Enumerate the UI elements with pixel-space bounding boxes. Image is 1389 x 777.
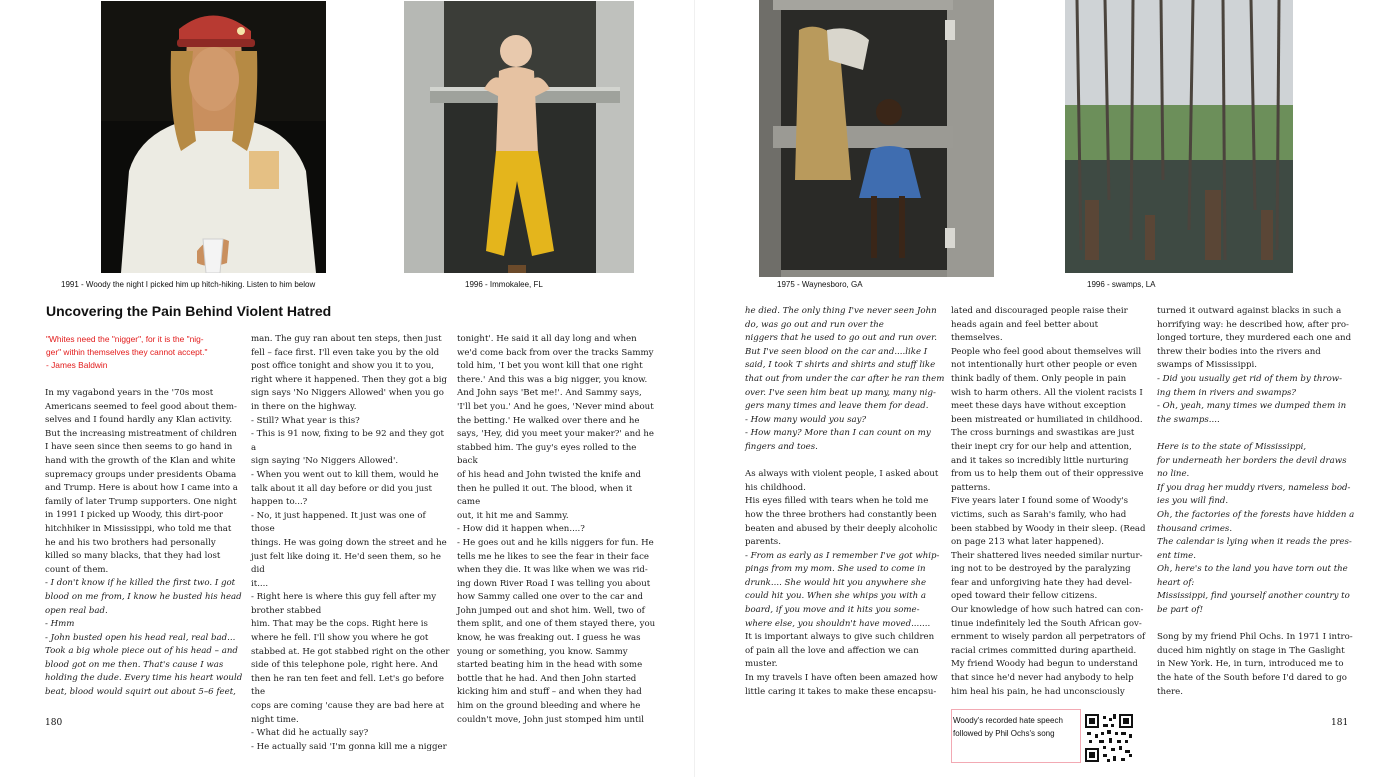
- text-line: says, 'Hey, did you meet your maker?' and he: [457, 429, 654, 440]
- text-line: victims, such as Sarah's family, who had: [951, 509, 1127, 520]
- text-line: Their shattered lives needed similar nurtur-: [951, 550, 1143, 561]
- text-line: sign says 'No Niggers Allowed' when you go: [251, 388, 444, 399]
- text-line: turned it outward against blacks in such a: [1157, 306, 1342, 316]
- text-line: over. I've seen him beat up many, many nig-: [745, 387, 936, 398]
- text-line: - John busted open his head real, real bad...: [45, 632, 236, 643]
- text-line: threw their bodies into the rivers and: [1157, 346, 1321, 357]
- text-line: things. He was going down the street and he: [251, 537, 447, 548]
- text-line: Oh, here's to the land you have torn out the: [1157, 564, 1348, 575]
- text-line: swamps of Mississippi.: [1157, 360, 1257, 371]
- text-line: in 1991 I picked up Woody, this dirt-poor: [45, 510, 223, 521]
- text-line: And John says 'Bet me!'. And Sammy says,: [457, 388, 642, 399]
- text-line: As always with violent people, I asked about: [745, 469, 939, 480]
- text-line: from us to help them out of their oppressive: [951, 469, 1144, 480]
- text-line: heads again and feel better about: [951, 319, 1099, 330]
- text-line: People who feel good about themselves will: [951, 346, 1142, 357]
- text-line: duced him nightly on stage in The Gaslight: [1157, 645, 1345, 656]
- text-line: holding the dude. Every time his heart would: [45, 673, 243, 684]
- text-line: - Hmm: [45, 619, 75, 630]
- text-line: started beating him in the head with some: [457, 660, 643, 671]
- text-line: hitchhiker in Mississippi, who told me that: [45, 523, 232, 534]
- text-line: - No, it just happened. It just was one of those: [251, 510, 426, 535]
- photo-caption-immokalee: 1996 - Immokalee, FL: [465, 280, 543, 289]
- text-line: and Trump. Here is about how I came into a: [45, 483, 238, 494]
- text-line: - From as early as I remember I've got whip-: [745, 550, 940, 561]
- text-line: of pain all the love and affection we can: [745, 645, 919, 656]
- qr-code-icon[interactable]: [1085, 714, 1133, 762]
- text-line: - This is 91 now, fixing to be 92 and they got a: [251, 429, 444, 453]
- page-gutter: [694, 0, 695, 777]
- text-line: in New York. He, in turn, introduced me to: [1157, 659, 1344, 670]
- text-line: bottle that he had. And then John started: [457, 673, 637, 684]
- text-line: - Oh, yeah, many times we dumped them in: [1157, 401, 1347, 412]
- text-line: his childhood.: [745, 482, 806, 493]
- text-line: Our knowledge of how such hatred can con-: [951, 605, 1144, 616]
- text-line: out, it hit me and Sammy.: [457, 510, 569, 521]
- text-line: count of them.: [45, 564, 109, 575]
- epigraph-quote: [46, 333, 236, 372]
- text-line: been mistreated or humiliated in childhood.: [951, 414, 1143, 425]
- text-line: the betting.' He walked over there and he: [457, 415, 640, 426]
- article-column-2: [251, 333, 451, 754]
- text-line: could hit you. When she whips you with a: [745, 591, 927, 602]
- text-line: talk about it all day before or did you just: [251, 483, 433, 494]
- text-line: [745, 455, 945, 469]
- text-line: The cross burnings and swastikas are just: [951, 428, 1135, 439]
- text-line: - What did he actually say?: [251, 728, 369, 739]
- swamp-landscape-illustration: [1065, 0, 1293, 273]
- text-line: be part of!: [1157, 605, 1204, 616]
- text-line: know, he was freaking out. I guess he was: [457, 633, 641, 644]
- text-line: gers many times and leave them for dead.: [745, 401, 929, 412]
- text-line: Americans seemed to feel good about them-: [45, 401, 237, 412]
- text-line: If you drag her muddy rivers, nameless bod-: [1157, 482, 1351, 493]
- text-line: then he pulled it out. The blood, when it came: [457, 483, 633, 508]
- text-line: man. The guy ran about ten steps, then just: [251, 334, 442, 344]
- text-line: meet these days have without exception: [951, 401, 1126, 412]
- text-line: blood on me from, I know he busted his head: [45, 591, 242, 602]
- text-line: there.: [1157, 686, 1183, 697]
- text-line: My friend Woody had begun to understand: [951, 659, 1138, 670]
- text-line: ernment to wisely pardon all perpetrators of: [951, 632, 1146, 643]
- text-line: lated and discouraged people raise their: [951, 306, 1128, 316]
- text-line: 'I'll bet you.' And he goes, 'Never mind about: [457, 401, 654, 412]
- text-line: selves and I found hardly any Klan activity.: [45, 415, 233, 426]
- text-line: pings from my mom. She used to come in: [745, 564, 926, 575]
- text-line: ing down River Road I was telling you about: [457, 578, 651, 589]
- text-line: wish to harm others. All the violent racists I: [951, 387, 1143, 398]
- text-line: of his head and John twisted the knife and: [457, 469, 641, 480]
- text-line: Five years later I found some of Woody's: [951, 496, 1129, 507]
- text-line: niggers that he used to go out and run over.: [745, 333, 938, 344]
- text-line: hand with the growth of the Klan and white: [45, 455, 236, 466]
- photo-woody: [101, 1, 326, 273]
- photo-swamps: [1065, 0, 1293, 273]
- text-line: not intentionally hurt other people or even: [951, 360, 1138, 371]
- text-line: - When you went out to kill them, would he: [251, 469, 439, 480]
- text-line: how the three brothers had constantly been: [745, 509, 937, 520]
- text-line: Oh, the factories of the forests have hidden a: [1157, 509, 1355, 520]
- woody-portrait-illustration: [101, 1, 326, 273]
- text-line: stabbed at. He got stabbed right on the other: [251, 646, 450, 657]
- text-line: in there on the highway.: [251, 401, 357, 412]
- text-line: and it takes so incredibly little nurturing: [951, 455, 1129, 466]
- text-line: But I've seen blood on the car and....like I: [745, 346, 928, 357]
- text-line: side of this telephone pole, right here. And: [251, 660, 438, 671]
- text-line: open real bad.: [45, 605, 108, 616]
- text-line: little caring it takes to make these encapsu-: [745, 686, 937, 697]
- text-line: cops are coming 'cause they are bad here at: [251, 701, 445, 712]
- text-line: stabbed him. The guy's eyes rolled to the back: [457, 442, 637, 467]
- text-line: - He goes out and he kills niggers for fun. He: [457, 537, 654, 548]
- text-line: sign saying 'No Niggers Allowed'.: [251, 456, 399, 467]
- text-line: heart of:: [1157, 577, 1195, 588]
- text-line: happen to...?: [251, 497, 308, 508]
- text-line: young or something, you know. Sammy: [457, 646, 628, 657]
- text-line: their inept cry for our help and attention,: [951, 441, 1132, 452]
- photo-caption-swamps: 1996 - swamps, LA: [1087, 280, 1156, 289]
- article-column-5: [951, 305, 1151, 699]
- text-line: In my travels I have often been amazed how: [745, 673, 938, 684]
- text-line: him. That may be the cops. Right here is: [251, 619, 428, 630]
- page-number-left: 180: [45, 718, 63, 728]
- text-line: I have seen since then seems to go hand in: [45, 442, 233, 453]
- text-line: - How did it happen when....?: [457, 524, 585, 535]
- text-line: longed torture, they murdered each one and: [1157, 333, 1352, 344]
- article-headline: Uncovering the Pain Behind Violent Hatred: [46, 303, 332, 319]
- photo-immokalee: [404, 1, 634, 273]
- text-line: him heal his pain, he had unconsciously: [951, 686, 1125, 697]
- text-line: tells me he likes to see the fear in their face: [457, 551, 650, 562]
- text-line: In my vagabond years in the '70s most: [45, 388, 214, 398]
- qr-note-line: Woody's recorded hate speech: [953, 716, 1063, 725]
- text-line: couldn't move, John just stomped him until: [457, 714, 644, 725]
- text-line: fell – face first. I'll even take you by the old: [251, 347, 440, 358]
- text-line: - Still? What year is this?: [251, 415, 360, 426]
- text-line: patterns.: [951, 482, 991, 493]
- text-line: - Right here is where this guy fell after my: [251, 592, 437, 603]
- text-line: ing not to be destroyed by the paralyzing: [951, 564, 1131, 575]
- text-line: that out from under the car after he ran them: [745, 373, 945, 384]
- text-line: drunk.... She would hit you anywhere she: [745, 577, 927, 588]
- article-column-4: [745, 305, 945, 699]
- text-line: - He actually said 'I'm gonna kill me a nigger: [251, 741, 447, 752]
- text-line: beaten and abused by their deeply alcoholic: [745, 523, 938, 534]
- text-line: said, I took T shirts and shirts and stuff like: [745, 360, 936, 371]
- text-line: post office tonight and show you it to you,: [251, 361, 435, 372]
- text-line: he died. The only thing I've never seen John: [745, 306, 937, 316]
- text-line: beat, blood would squirt out about 5–6 feet,: [45, 687, 236, 698]
- article-column-1: [45, 387, 245, 700]
- text-line: horrifying way: he described how, after pro-: [1157, 319, 1349, 330]
- text-line: where else, you shouldn't have moved.......: [745, 618, 931, 629]
- text-line: then he ran ten feet and fell. Let's go before the: [251, 673, 444, 698]
- text-line: But the increasing mistreatment of children: [45, 428, 237, 439]
- text-line: just felt like doing it. He'd seen them, so he did: [251, 551, 442, 576]
- text-line: racial crimes committed during apartheid.: [951, 645, 1137, 656]
- text-line: ent time.: [1157, 550, 1196, 561]
- text-line: it....: [251, 578, 269, 589]
- text-line: brother stabbed: [251, 605, 322, 616]
- text-line: - I don't know if he killed the first two. I got: [45, 578, 236, 589]
- text-line: Took a big whole piece out of his head – and: [45, 646, 238, 657]
- text-line: supremacy groups under presidents Obama: [45, 469, 237, 480]
- text-line: do, was go out and run over the: [745, 319, 884, 330]
- text-line: The calendar is lying when it reads the pres-: [1157, 537, 1352, 548]
- text-line: themselves.: [951, 333, 1003, 344]
- text-line: - Did you usually get rid of them by throw-: [1157, 373, 1343, 384]
- qr-note-line: followed by Phil Ochs's song: [953, 729, 1055, 738]
- text-line: we'd come back from over the tracks Sammy: [457, 347, 654, 358]
- text-line: thousand crimes.: [1157, 523, 1233, 534]
- text-line: how Sammy called one over to the car and: [457, 592, 644, 603]
- qr-note-text: [953, 714, 1077, 740]
- text-line: [1157, 618, 1357, 632]
- text-line: oped toward their fellow citizens.: [951, 591, 1098, 602]
- photo-caption-waynesboro: 1975 - Waynesboro, GA: [777, 280, 863, 289]
- text-line: parents.: [745, 537, 781, 548]
- epigraph-line: ger" within themselves they cannot accept.": [46, 347, 208, 357]
- text-line: kicking him and stuff – and when they had: [457, 687, 642, 698]
- photo-waynesboro: [759, 0, 994, 277]
- text-line: tonight'. He said it all day long and when: [457, 334, 637, 344]
- girl-in-doorway-illustration: [759, 0, 994, 277]
- epigraph-line: "Whites need the "nigger", for it is the "nig-: [46, 334, 204, 344]
- text-line: muster.: [745, 659, 778, 670]
- epigraph-attribution: - James Baldwin: [46, 360, 108, 370]
- text-line: Mississippi, find yourself another country to: [1157, 591, 1350, 602]
- text-line: board, if you move and it hits you some-: [745, 605, 920, 616]
- text-line: that since he'd never had anybody to help: [951, 673, 1134, 684]
- text-line: family of later Trump supporters. One night: [45, 496, 237, 507]
- text-line: for underneath her borders the devil draws: [1157, 455, 1347, 466]
- text-line: been stabbed by Woody in their sleep. (Read: [951, 523, 1146, 534]
- text-line: told him, 'I bet you wont kill that one right: [457, 361, 643, 372]
- text-line: there.' And this was a big nigger, you know.: [457, 374, 648, 385]
- page-number-right: 181: [1331, 718, 1349, 728]
- text-line: them split, and one of them stayed there, you: [457, 619, 656, 630]
- text-line: think badly of them. Only people in pain: [951, 373, 1127, 384]
- text-line: ies you will find.: [1157, 496, 1229, 507]
- article-column-6: [1157, 305, 1357, 699]
- text-line: It is important always to give such children: [745, 632, 935, 643]
- text-line: killed so many blacks, that they had lost: [45, 551, 221, 562]
- photo-caption-woody: 1991 - Woody the night I picked him up hitch-hiking. Listen to him below: [61, 280, 316, 289]
- text-line: fear and unforgiving hate they had devel-: [951, 577, 1132, 588]
- text-line: [1157, 427, 1357, 441]
- text-line: blood got on me then. That's cause I was: [45, 659, 224, 670]
- text-line: him on the ground bleeding and where he: [457, 701, 641, 712]
- boy-in-doorway-illustration: [404, 1, 634, 273]
- text-line: when they die. It was like when we was rid-: [457, 565, 648, 576]
- text-line: ing them in rivers and swamps?: [1157, 387, 1296, 398]
- text-line: Song by my friend Phil Ochs. In 1971 I intro-: [1157, 632, 1353, 643]
- text-line: tinue indefinitely led the South African gov-: [951, 618, 1142, 629]
- text-line: fingers and toes.: [745, 441, 818, 452]
- text-line: he and his two brothers had personally: [45, 537, 216, 548]
- text-line: the hate of the South before I'd dared to go: [1157, 673, 1347, 684]
- text-line: - How many would you say?: [745, 414, 867, 425]
- text-line: John jumped out and shot him. Well, two of: [457, 605, 645, 616]
- article-column-3: [457, 333, 657, 727]
- text-line: - How many? More than I can count on my: [745, 428, 931, 439]
- text-line: His eyes filled with tears when he told me: [745, 496, 929, 507]
- text-line: night time.: [251, 714, 299, 725]
- text-line: on page 213 what later happened).: [951, 537, 1104, 548]
- text-line: right where it happened. Then they got a big: [251, 374, 447, 385]
- text-line: no line.: [1157, 469, 1190, 480]
- text-line: where he fell. I'll show you where he got: [251, 633, 429, 644]
- text-line: the swamps....: [1157, 414, 1220, 425]
- text-line: Here is to the state of Mississippi,: [1157, 441, 1307, 452]
